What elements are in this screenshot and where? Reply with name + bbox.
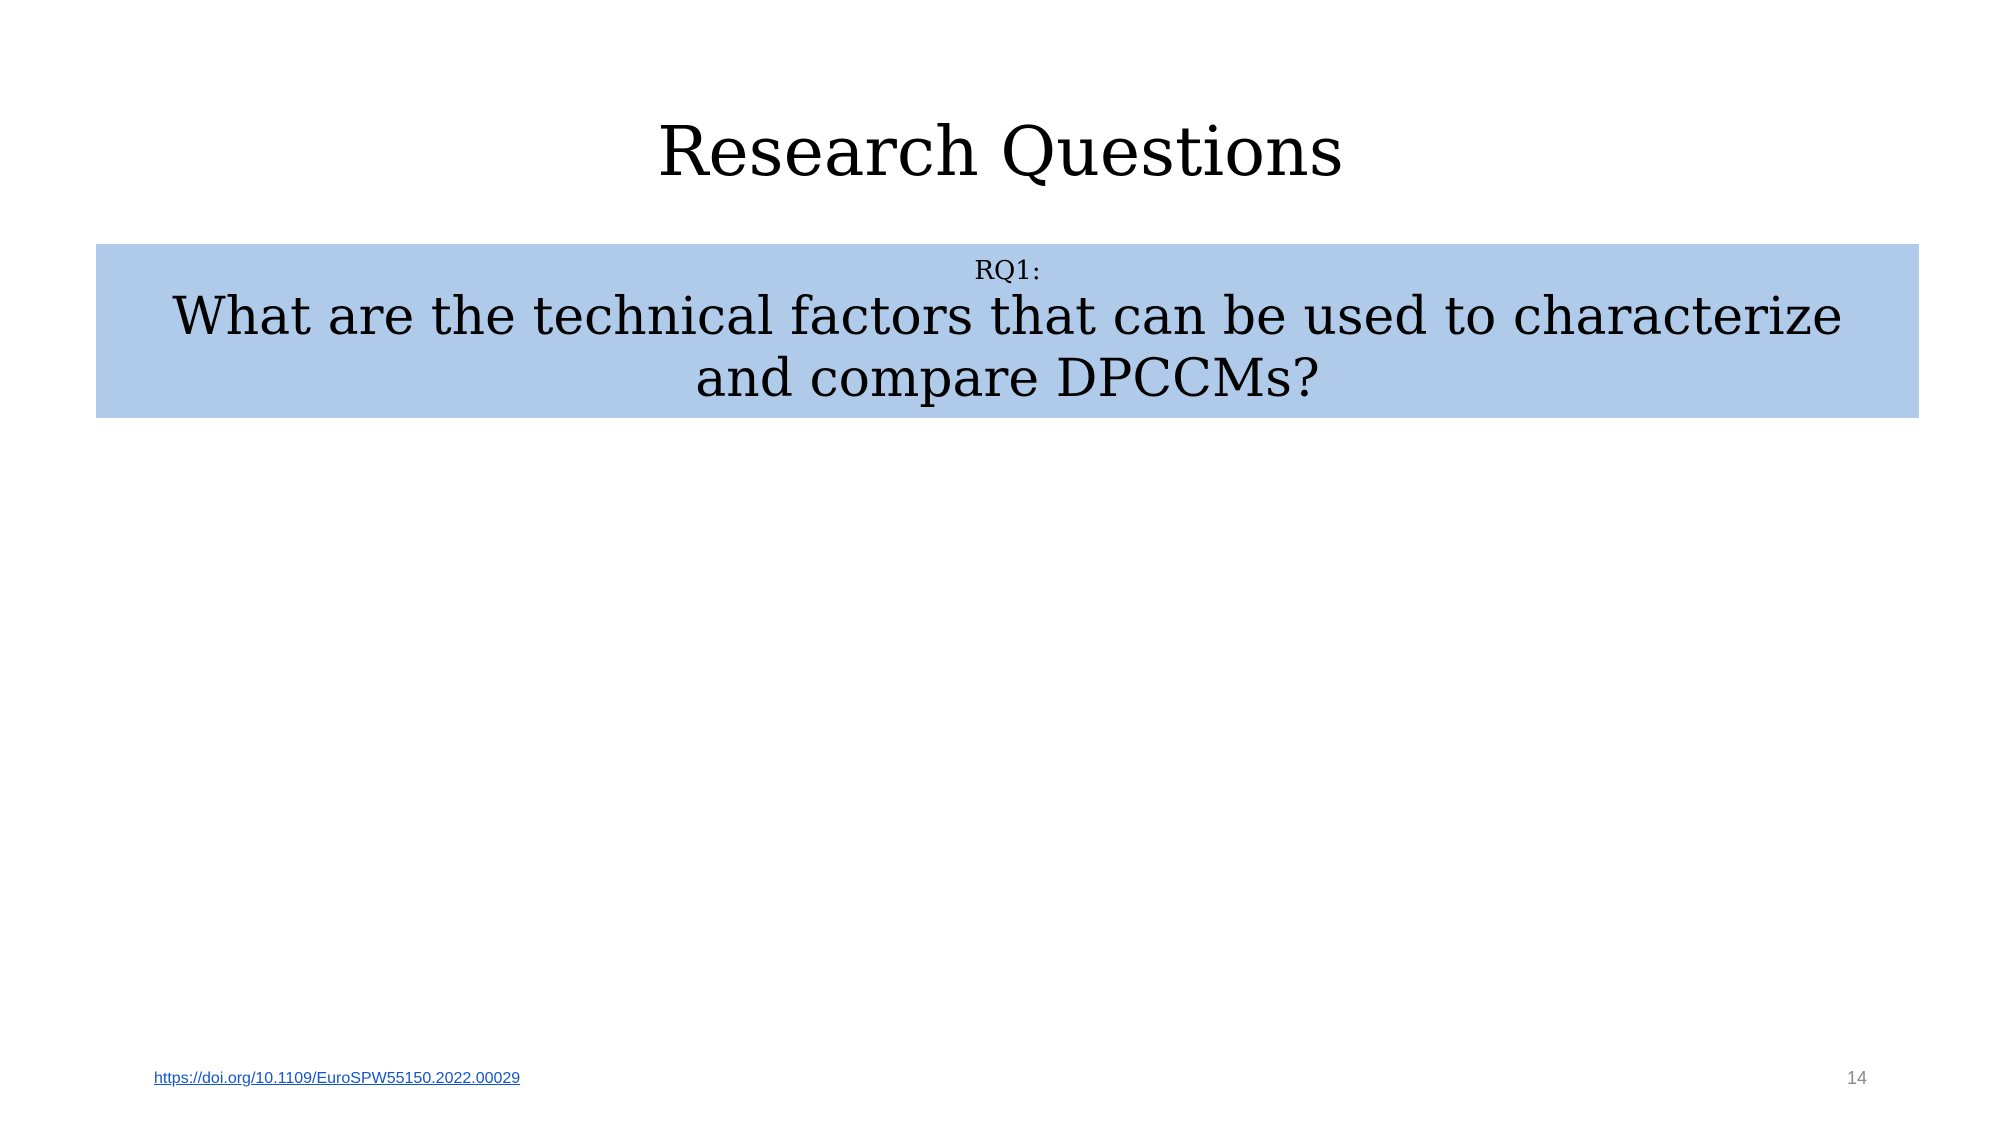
slide-title: Research Questions [657,113,1344,192]
research-question-box [96,244,1919,418]
page-number: 14 [1846,1068,1867,1088]
doi-link[interactable]: https://doi.org/10.1109/EuroSPW55150.2022.00029 [154,1070,521,1087]
research-question-label: RQ1: [974,256,1041,286]
research-question-text: What are the technical factors that can be used to characterize and compare DPCCMs? [172,287,1843,409]
